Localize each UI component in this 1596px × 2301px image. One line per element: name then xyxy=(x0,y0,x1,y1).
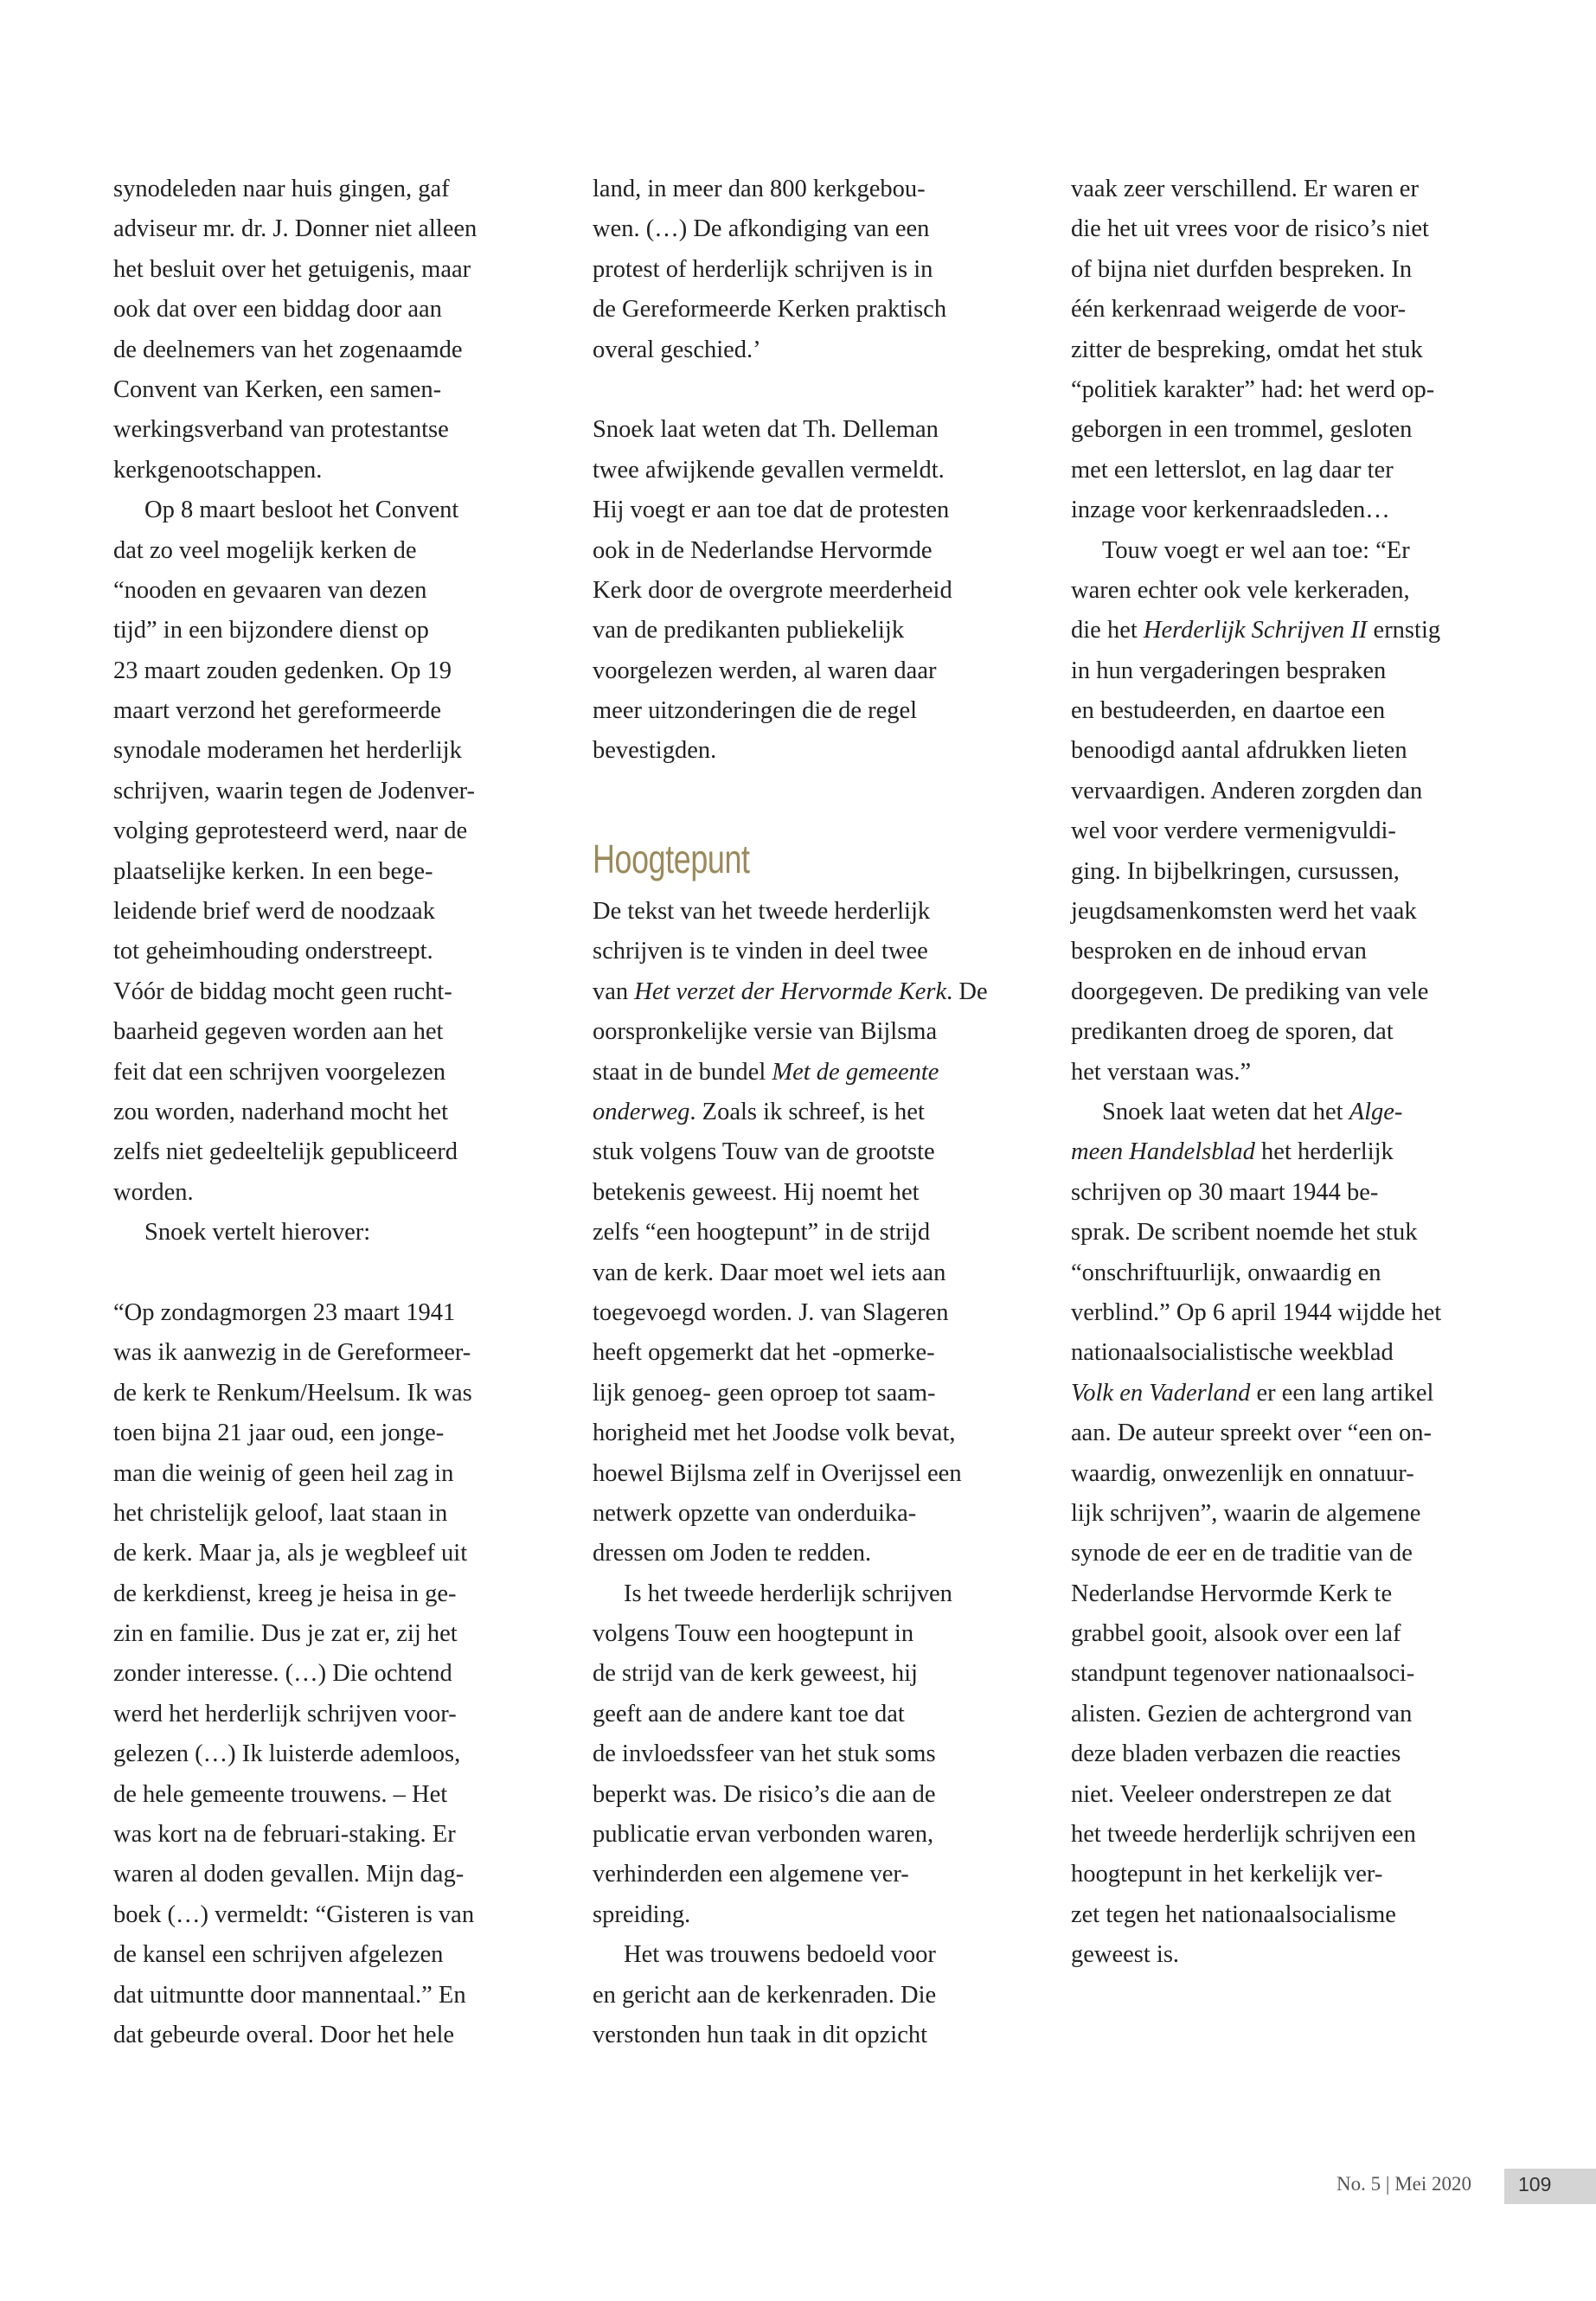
text-line: de Gereformeerde Kerken praktisch xyxy=(593,296,947,324)
text-line: ging. In bijbelkringen, cursussen, xyxy=(1071,857,1400,885)
italic-title: Alge- xyxy=(1349,1098,1403,1125)
text-line: vaak zeer verschillend. Er waren er xyxy=(1071,176,1419,202)
text-line: zelfs niet gedeeltelijk gepubliceerd xyxy=(113,1138,458,1166)
text-line: Snoek laat weten dat Th. Delleman xyxy=(593,416,939,444)
text-line: de invloedssfeer van het stuk soms xyxy=(593,1740,936,1768)
text-line: twee afwijkende gevallen vermeldt. xyxy=(593,456,945,484)
italic-title: Volk en Vaderland xyxy=(1071,1379,1251,1407)
text-line: grabbel gooit, alsook over een laf xyxy=(1071,1620,1401,1648)
text-line: worden. xyxy=(113,1178,194,1206)
text-line: kerkgenootschappen. xyxy=(113,456,323,484)
text-line: wen. (…) De afkondiging van een xyxy=(593,215,930,243)
text-line: Hij voegt er aan toe dat de protesten xyxy=(593,497,950,524)
text-line: vervaardigen. Anderen zorgden dan xyxy=(1071,777,1423,804)
text-line: zelfs “een hoogtepunt” in de strijd xyxy=(593,1219,931,1247)
text-line: meer uitzonderingen die de regel xyxy=(593,697,918,725)
text-line: was kort na de februari-staking. Er xyxy=(113,1821,456,1849)
text-line xyxy=(593,1053,1042,1093)
text-line: dressen om Joden te redden. xyxy=(593,1540,872,1567)
text-line xyxy=(113,490,563,530)
text-line: Convent van Kerken, een samen- xyxy=(113,375,442,403)
text-line: alisten. Gezien de achtergrond van xyxy=(1071,1700,1413,1727)
text-line: inzage voor kerkenraadsleden… xyxy=(1071,497,1390,524)
text-line: heeft opgemerkt dat het -opmerke- xyxy=(593,1339,935,1367)
column-1 xyxy=(113,170,563,2055)
text-line: voorgelezen werden, al waren daar xyxy=(593,657,937,684)
text-line xyxy=(593,1935,1042,1975)
text-line xyxy=(593,1574,1042,1614)
blank-line xyxy=(593,772,1042,811)
text-line: synode de eer en de traditie van de xyxy=(1071,1540,1413,1567)
text-line: Nederlandse Hervormde Kerk te xyxy=(1071,1580,1393,1607)
text-line: met een letterslot, en lag daar ter xyxy=(1071,456,1394,484)
text-line: de strijd van de kerk geweest, hij xyxy=(593,1660,918,1688)
text-line: zet tegen het nationaalsocialisme xyxy=(1071,1900,1396,1928)
text-span: ernstig xyxy=(1367,617,1441,644)
text-line: werd het herderlijk schrijven voor- xyxy=(113,1700,457,1727)
text-line: het besluit over het getuigenis, maar xyxy=(113,255,471,283)
text-line: tijd” in een bijzondere dienst op xyxy=(113,617,429,644)
text-span: Touw voegt er wel aan toe: “Er xyxy=(1102,536,1410,564)
text-line xyxy=(113,1213,563,1253)
text-line: van de predikanten publiekelijk xyxy=(593,617,905,644)
text-line: werkingsverband van protestantse xyxy=(113,416,449,444)
text-line: beperkt was. De risico’s die aan de xyxy=(593,1780,936,1808)
text-line xyxy=(1071,531,1521,571)
text-line: de kansel een schrijven afgelezen xyxy=(113,1941,444,1969)
text-line: geweest is. xyxy=(1071,1941,1180,1969)
text-line: waardig, onwezenlijk en onnatuur- xyxy=(1071,1459,1414,1487)
text-line: de kerk. Maar ja, als je wegbleef uit xyxy=(113,1540,468,1567)
text-line: spreiding. xyxy=(593,1900,691,1928)
text-line: doorgegeven. De prediking van vele xyxy=(1071,977,1429,1005)
text-span: Het was trouwens bedoeld voor xyxy=(624,1941,936,1969)
text-span: . De xyxy=(946,977,988,1005)
text-line: De tekst van het tweede herderlijk xyxy=(593,898,931,926)
text-line: verhinderden een algemene ver- xyxy=(593,1861,909,1888)
text-line: die het uit vrees voor de risico’s niet xyxy=(1071,215,1429,243)
text-line: publicatie ervan verbonden waren, xyxy=(593,1821,934,1849)
text-line: “onschriftuurlijk, onwaardig en xyxy=(1071,1259,1381,1286)
text-line: man die weinig of geen heil zag in xyxy=(113,1459,454,1487)
text-line: boek (…) vermeldt: “Gisteren is van xyxy=(113,1900,475,1928)
text-line: besproken en de inhoud ervan xyxy=(1071,938,1367,965)
text-line: en gericht aan de kerkenraden. Die xyxy=(593,1981,937,2009)
text-line: zin en familie. Dus je zat er, zij het xyxy=(113,1620,458,1648)
text-line: gelezen (…) Ik luisterde ademloos, xyxy=(113,1740,461,1768)
text-line: zonder interesse. (…) Die ochtend xyxy=(113,1660,452,1688)
italic-title: meen Handelsblad xyxy=(1071,1138,1255,1166)
text-span: van xyxy=(593,977,635,1005)
column-2 xyxy=(593,170,1042,2055)
text-line: horigheid met het Joodse volk bevat, xyxy=(593,1420,956,1447)
text-line: aan. De auteur spreekt over “een on- xyxy=(1071,1420,1432,1447)
column-3 xyxy=(1071,170,1521,1976)
text-line: dat zo veel mogelijk kerken de xyxy=(113,536,417,564)
text-line: protest of herderlijk schrijven is in xyxy=(593,255,933,283)
text-line: sprak. De scribent noemde het stuk xyxy=(1071,1219,1418,1247)
text-line: “Op zondagmorgen 23 maart 1941 xyxy=(113,1298,456,1326)
text-line: Kerk door de overgrote meerderheid xyxy=(593,576,952,604)
text-line: het christelijk geloof, laat staan in xyxy=(113,1499,448,1527)
blank-line xyxy=(113,1253,563,1293)
text-line: deze bladen verbazen die reacties xyxy=(1071,1740,1401,1768)
text-line: tot geheimhouding onderstreept. xyxy=(113,938,433,965)
text-line: dat uitmuntte door mannentaal.” En xyxy=(113,1981,466,2009)
text-line: ook in de Nederlandse Hervormde xyxy=(593,536,933,564)
text-span: Snoek laat weten dat het xyxy=(1102,1098,1349,1125)
italic-title: Herderlijk Schrijven II xyxy=(1143,617,1368,644)
text-line: leidende brief werd de noodzaak xyxy=(113,898,435,926)
text-span: staat in de bundel xyxy=(593,1058,772,1086)
page-number: 109 xyxy=(1518,2173,1552,2195)
text-line: waren echter ook vele kerkeraden, xyxy=(1071,576,1410,604)
text-line: feit dat een schrijven voorgelezen xyxy=(113,1058,446,1086)
text-line: jeugdsamenkomsten werd het vaak xyxy=(1071,898,1417,926)
italic-title: Met de gemeente xyxy=(772,1058,939,1086)
text-line: zitter de bespreking, omdat het stuk xyxy=(1071,336,1423,363)
text-line: geeft aan de andere kant toe dat xyxy=(593,1700,905,1727)
text-line: baarheid gegeven worden aan het xyxy=(113,1018,444,1046)
text-line: land, in meer dan 800 kerkgebou- xyxy=(593,176,926,202)
italic-title: Het verzet der Hervormde Kerk xyxy=(634,977,947,1005)
text-line: de kerkdienst, kreeg je heisa in ge- xyxy=(113,1580,457,1607)
text-line: geborgen in een trommel, gesloten xyxy=(1071,416,1413,444)
text-line xyxy=(1071,1374,1521,1413)
text-line: schrijven op 30 maart 1944 be- xyxy=(1071,1178,1379,1206)
text-line xyxy=(1071,1132,1521,1172)
text-line: en bestudeerden, en daartoe een xyxy=(1071,697,1386,725)
text-line: adviseur mr. dr. J. Donner niet alleen xyxy=(113,215,478,243)
text-line: synodeleden naar huis gingen, gaf xyxy=(113,176,450,202)
text-line: één kerkenraad weigerde de voor- xyxy=(1071,296,1407,324)
text-line: lijk genoeg- geen oproep tot saam- xyxy=(593,1379,936,1407)
text-line xyxy=(1071,1093,1521,1132)
text-line: Vóór de biddag mocht geen rucht- xyxy=(113,977,452,1005)
text-line: de kerk te Renkum/Heelsum. Ik was xyxy=(113,1379,472,1407)
text-line xyxy=(593,972,1042,1012)
text-line: volgens Touw een hoogtepunt in xyxy=(593,1620,914,1648)
text-span: Is het tweede herderlijk schrijven xyxy=(624,1580,952,1607)
text-line xyxy=(593,1093,1042,1132)
text-span: die het xyxy=(1071,617,1144,644)
text-line: de hele gemeente trouwens. – Het xyxy=(113,1780,448,1808)
text-line: maart verzond het gereformeerde xyxy=(113,697,441,725)
text-line: in hun vergaderingen bespraken xyxy=(1071,657,1387,684)
text-line: nationaalsocialistische weekblad xyxy=(1071,1339,1394,1367)
text-line: “nooden en gevaaren van dezen xyxy=(113,576,427,604)
text-line: oorspronkelijke versie van Bijlsma xyxy=(593,1018,938,1046)
blank-line xyxy=(593,370,1042,410)
text-line: of bijna niet durfden bespreken. In xyxy=(1071,255,1413,283)
section-heading: Hoogtepunt xyxy=(593,836,750,882)
text-line: synodale moderamen het herderlijk xyxy=(113,737,462,765)
text-span: er een lang artikel xyxy=(1250,1379,1434,1407)
text-line: het tweede herderlijk schrijven een xyxy=(1071,1821,1416,1849)
text-line: waren al doden gevallen. Mijn dag- xyxy=(113,1861,465,1888)
text-line: toegevoegd worden. J. van Slageren xyxy=(593,1298,949,1326)
text-line: overal geschied.’ xyxy=(593,336,761,363)
text-line: predikanten droeg de sporen, dat xyxy=(1071,1018,1394,1046)
text-line: bevestigden. xyxy=(593,737,717,765)
text-line xyxy=(1071,611,1521,651)
text-line: betekenis geweest. Hij noemt het xyxy=(593,1178,920,1206)
text-span: Op 8 maart besloot het Convent xyxy=(144,497,459,524)
text-line: was ik aanwezig in de Gereformeer- xyxy=(113,1339,471,1367)
text-line: schrijven, waarin tegen de Jodenver- xyxy=(113,777,476,804)
text-line: netwerk opzette van onderduika- xyxy=(593,1499,917,1527)
text-line: zou worden, naderhand mocht het xyxy=(113,1098,448,1125)
text-line: 23 maart zouden gedenken. Op 19 xyxy=(113,657,452,684)
text-line: hoewel Bijlsma zelf in Overijssel een xyxy=(593,1459,962,1487)
italic-title: onderweg xyxy=(593,1099,690,1125)
text-line: stuk volgens Touw van de grootste xyxy=(593,1138,935,1166)
text-line: wel voor verdere vermenigvuldi- xyxy=(1071,817,1396,845)
text-line: “politiek karakter” had: het werd op- xyxy=(1071,375,1435,403)
text-line: plaatselijke kerken. In een bege- xyxy=(113,857,433,885)
text-line: verstonden hun taak in dit opzicht xyxy=(593,2021,928,2048)
text-line: benoodigd aantal afdrukken lieten xyxy=(1071,737,1407,765)
text-line: lijk schrijven”, waarin de algemene xyxy=(1071,1499,1421,1527)
text-span: Snoek vertelt hierover: xyxy=(144,1219,371,1247)
text-line: schrijven is te vinden in deel twee xyxy=(593,938,928,965)
text-line: de deelnemers van het zogenaamde xyxy=(113,336,463,363)
text-line: ook dat over een biddag door aan xyxy=(113,296,442,324)
text-line: dat gebeurde overal. Door het hele xyxy=(113,2021,455,2048)
text-line: van de kerk. Daar moet wel iets aan xyxy=(593,1259,946,1286)
text-line: verblind.” Op 6 april 1944 wijdde het xyxy=(1071,1298,1442,1326)
issue-info: No. 5 | Mei 2020 xyxy=(1336,2173,1472,2195)
text-line: niet. Veeleer onderstrepen ze dat xyxy=(1071,1780,1392,1808)
text-span: . Zoals ik schreef, is het xyxy=(689,1099,925,1125)
text-line: volging geprotesteerd werd, naar de xyxy=(113,817,468,845)
text-line: hoogtepunt in het kerkelijk ver- xyxy=(1071,1861,1383,1888)
text-line: toen bijna 21 jaar oud, een jonge- xyxy=(113,1420,445,1447)
text-line: standpunt tegenover nationaalsoci- xyxy=(1071,1660,1415,1688)
text-span: het herderlijk xyxy=(1254,1138,1394,1166)
text-line: het verstaan was.” xyxy=(1071,1058,1252,1086)
